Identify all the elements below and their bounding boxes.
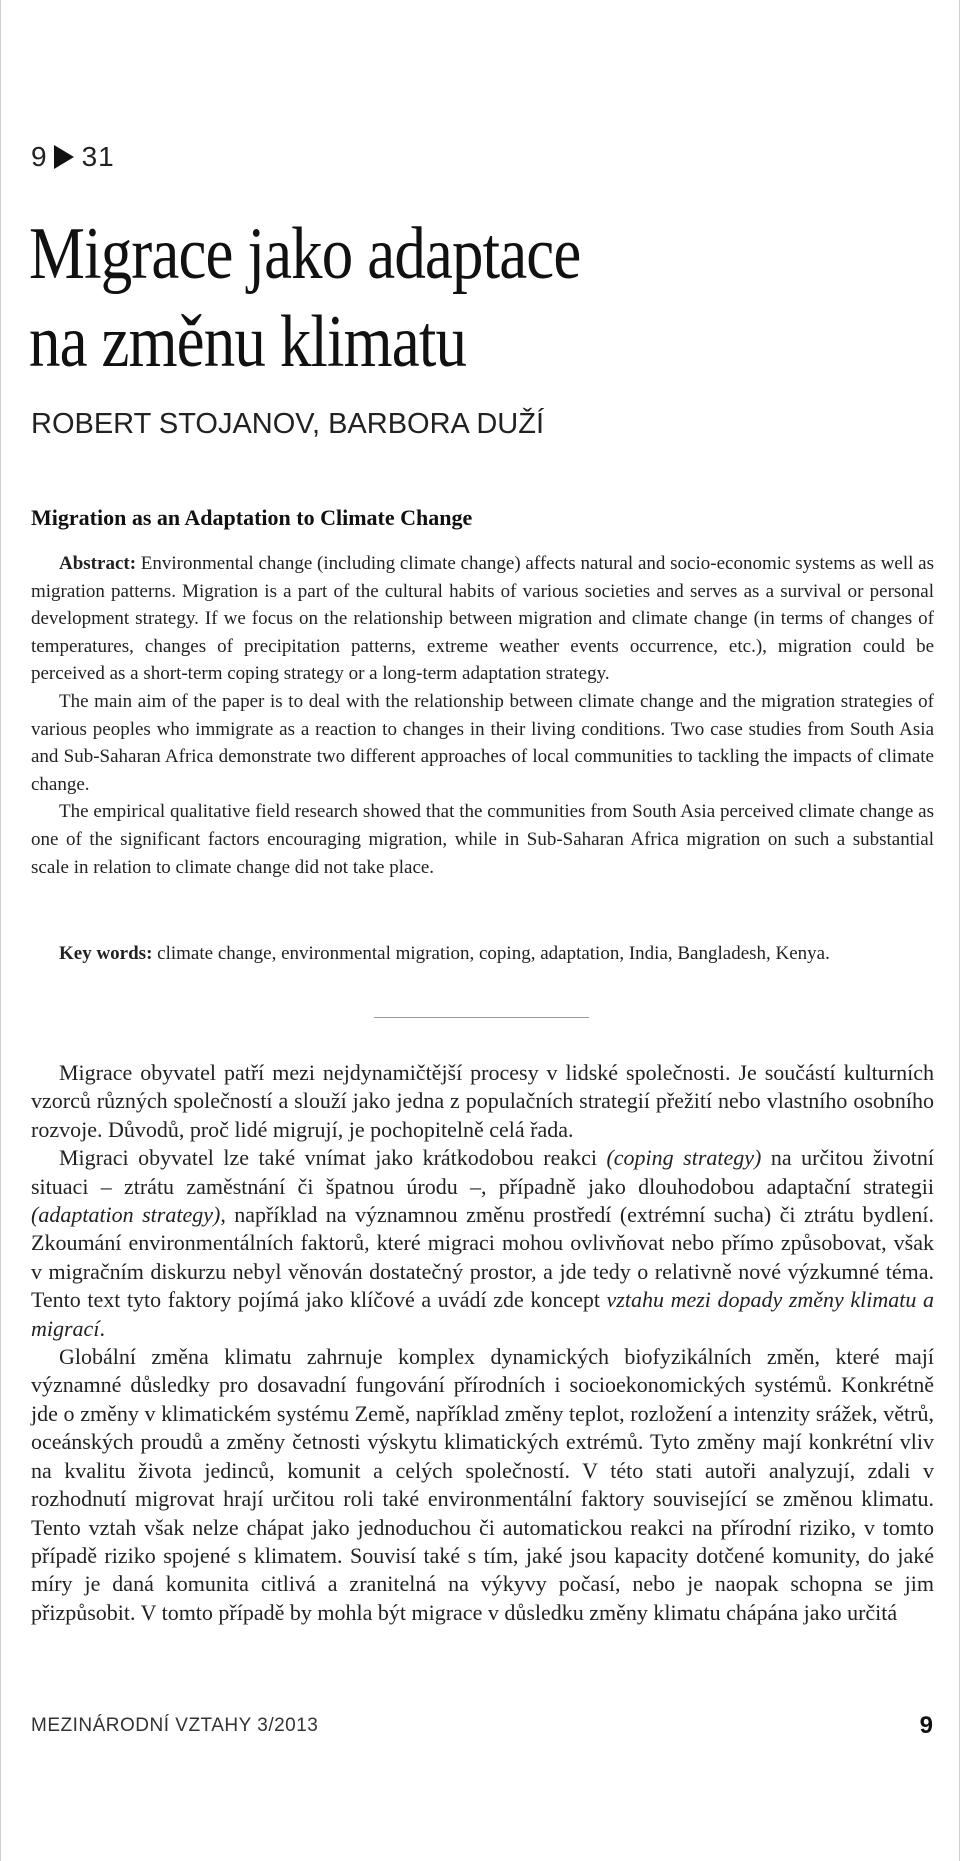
abstract-text-1: Environmental change (including climate change) affects natural and socio-economic systems as well as migration patterns. Migration is a part of the cultural habits of various societies and serves as a survival or personal development strategy. If we focus on the relationship between migration and climate change (in terms of changes of temperatures, changes of precipitation patterns, extreme weather events occurrence, etc.), migration could be perceived as a short-term coping strategy or a long-term adaptation strategy. <box>31 553 934 685</box>
abstract-paragraph-3: The empirical qualitative field research showed that the communities from South Asia perceived climate change as one of the significant factors encouraging migration, while in Sub-Saharan Africa migration on such a substantial scale in relation to climate change did not take place. <box>31 801 934 878</box>
body-p2-part-b: na určitou životní situaci – ztrátu zaměstnání či špatnou úrodu –, případně jako dlouhodobou adaptační strategii <box>31 1145 934 1199</box>
keywords <box>31 940 934 968</box>
journal-footer: MEZINÁRODNÍ VZTAHY 3/2013 <box>31 1715 319 1736</box>
play-arrow-icon <box>54 145 74 169</box>
page-range-end: 31 <box>81 141 115 172</box>
keywords-text: climate change, environmental migration, coping, adaptation, India, Bangladesh, Kenya. <box>152 943 830 964</box>
article-title <box>29 210 580 386</box>
article-title-line-2: na změnu klimatu <box>29 301 467 383</box>
page-range-start: 9 <box>31 141 48 172</box>
body-p2-italic-3: vztahu mezi dopady změny klimatu a migrací <box>31 1287 934 1341</box>
body-paragraph-2 <box>31 1144 934 1343</box>
page-number: 9 <box>919 1712 933 1739</box>
body-p2-part-c: , například na významnou změnu prostředí (extrémní sucha) či ztrátu bydlení. Zkoumání environmentálních faktorů, které migraci mohou ovlivňovat nebo přímo způsobovat, však v migračním diskurzu nebyl věnován dostatečný prostor, a jde tedy o relativně nové výzkumné téma. Tento text tyto faktory pojímá jako klíčové a uvádí zde koncept <box>31 1202 934 1313</box>
body-text <box>31 1059 934 1627</box>
body-paragraph-3: Globální změna klimatu zahrnuje komplex dynamických biofyzikálních změn, které mají významné důsledky pro dosavadní fungování přírodních i socioekonomických systémů. Konkrétně jde o změny v klimatickém systému Země, například změny teplot, rozložení a intenzity srážek, větrů, oceánských proudů a změny četnosti výskytu klimatických extrémů. Tyto změny mají konkrétní vliv na kvalitu života jedinců, komunit a celých společností. V této stati autoři analyzují, zdali v rozhodnutí migrovat hrají určitou roli také environmentální faktory související se změnou klimatu. Tento vztah však nelze chápat jako jednoduchou či automatickou reakci na přírodní riziko, v tomto případě riziko spojené s klimatem. Souvisí také s tím, jaké jsou kapacity dotčené komunity, do jaké míry je daná komunita citlivá a zranitelná na výkyvy počasí, nebo je naopak schopna se jim přizpůsobit. V tomto případě by mohla být migrace v důsledku změny klimatu chápána jako určitá <box>31 1344 934 1625</box>
body-p2-italic-1: (coping strategy) <box>606 1145 762 1171</box>
section-divider <box>374 1017 589 1018</box>
abstract <box>31 550 934 881</box>
abstract-paragraph-2: The main aim of the paper is to deal with the relationship between climate change and the migration strategies of various peoples who immigrate as a reaction to changes in their living conditions. Two case studies from South Asia and Sub-Saharan Africa demonstrate two different approaches of local communities to tackling the impacts of climate change. <box>31 690 934 795</box>
abstract-paragraph-1 <box>31 550 934 688</box>
english-title: Migration as an Adaptation to Climate Change <box>31 505 473 530</box>
article-title-line-1: Migrace jako adaptace <box>29 213 581 295</box>
abstract-label: Abstract: <box>59 553 137 574</box>
body-p2-part-d: . <box>99 1315 105 1341</box>
body-paragraph-1: Migrace obyvatel patří mezi nejdynamičtější procesy v lidské společnosti. Je součástí kulturních vzorců různých společností a slouží jako jedna z populačních strategií přežití nebo vlastního osobního rozvoje. Důvodů, proč lidé migrují, je pochopitelně celá řada. <box>31 1060 934 1142</box>
keywords-paragraph <box>31 940 934 968</box>
keywords-label: Key words: <box>59 943 153 964</box>
body-p2-italic-2: (adaptation strategy) <box>31 1202 221 1228</box>
authors: ROBERT STOJANOV, BARBORA DUŽÍ <box>31 408 545 440</box>
page-range <box>31 141 115 173</box>
body-p2-part-a: Migraci obyvatel lze také vnímat jako krátkodobou reakci <box>59 1145 607 1171</box>
